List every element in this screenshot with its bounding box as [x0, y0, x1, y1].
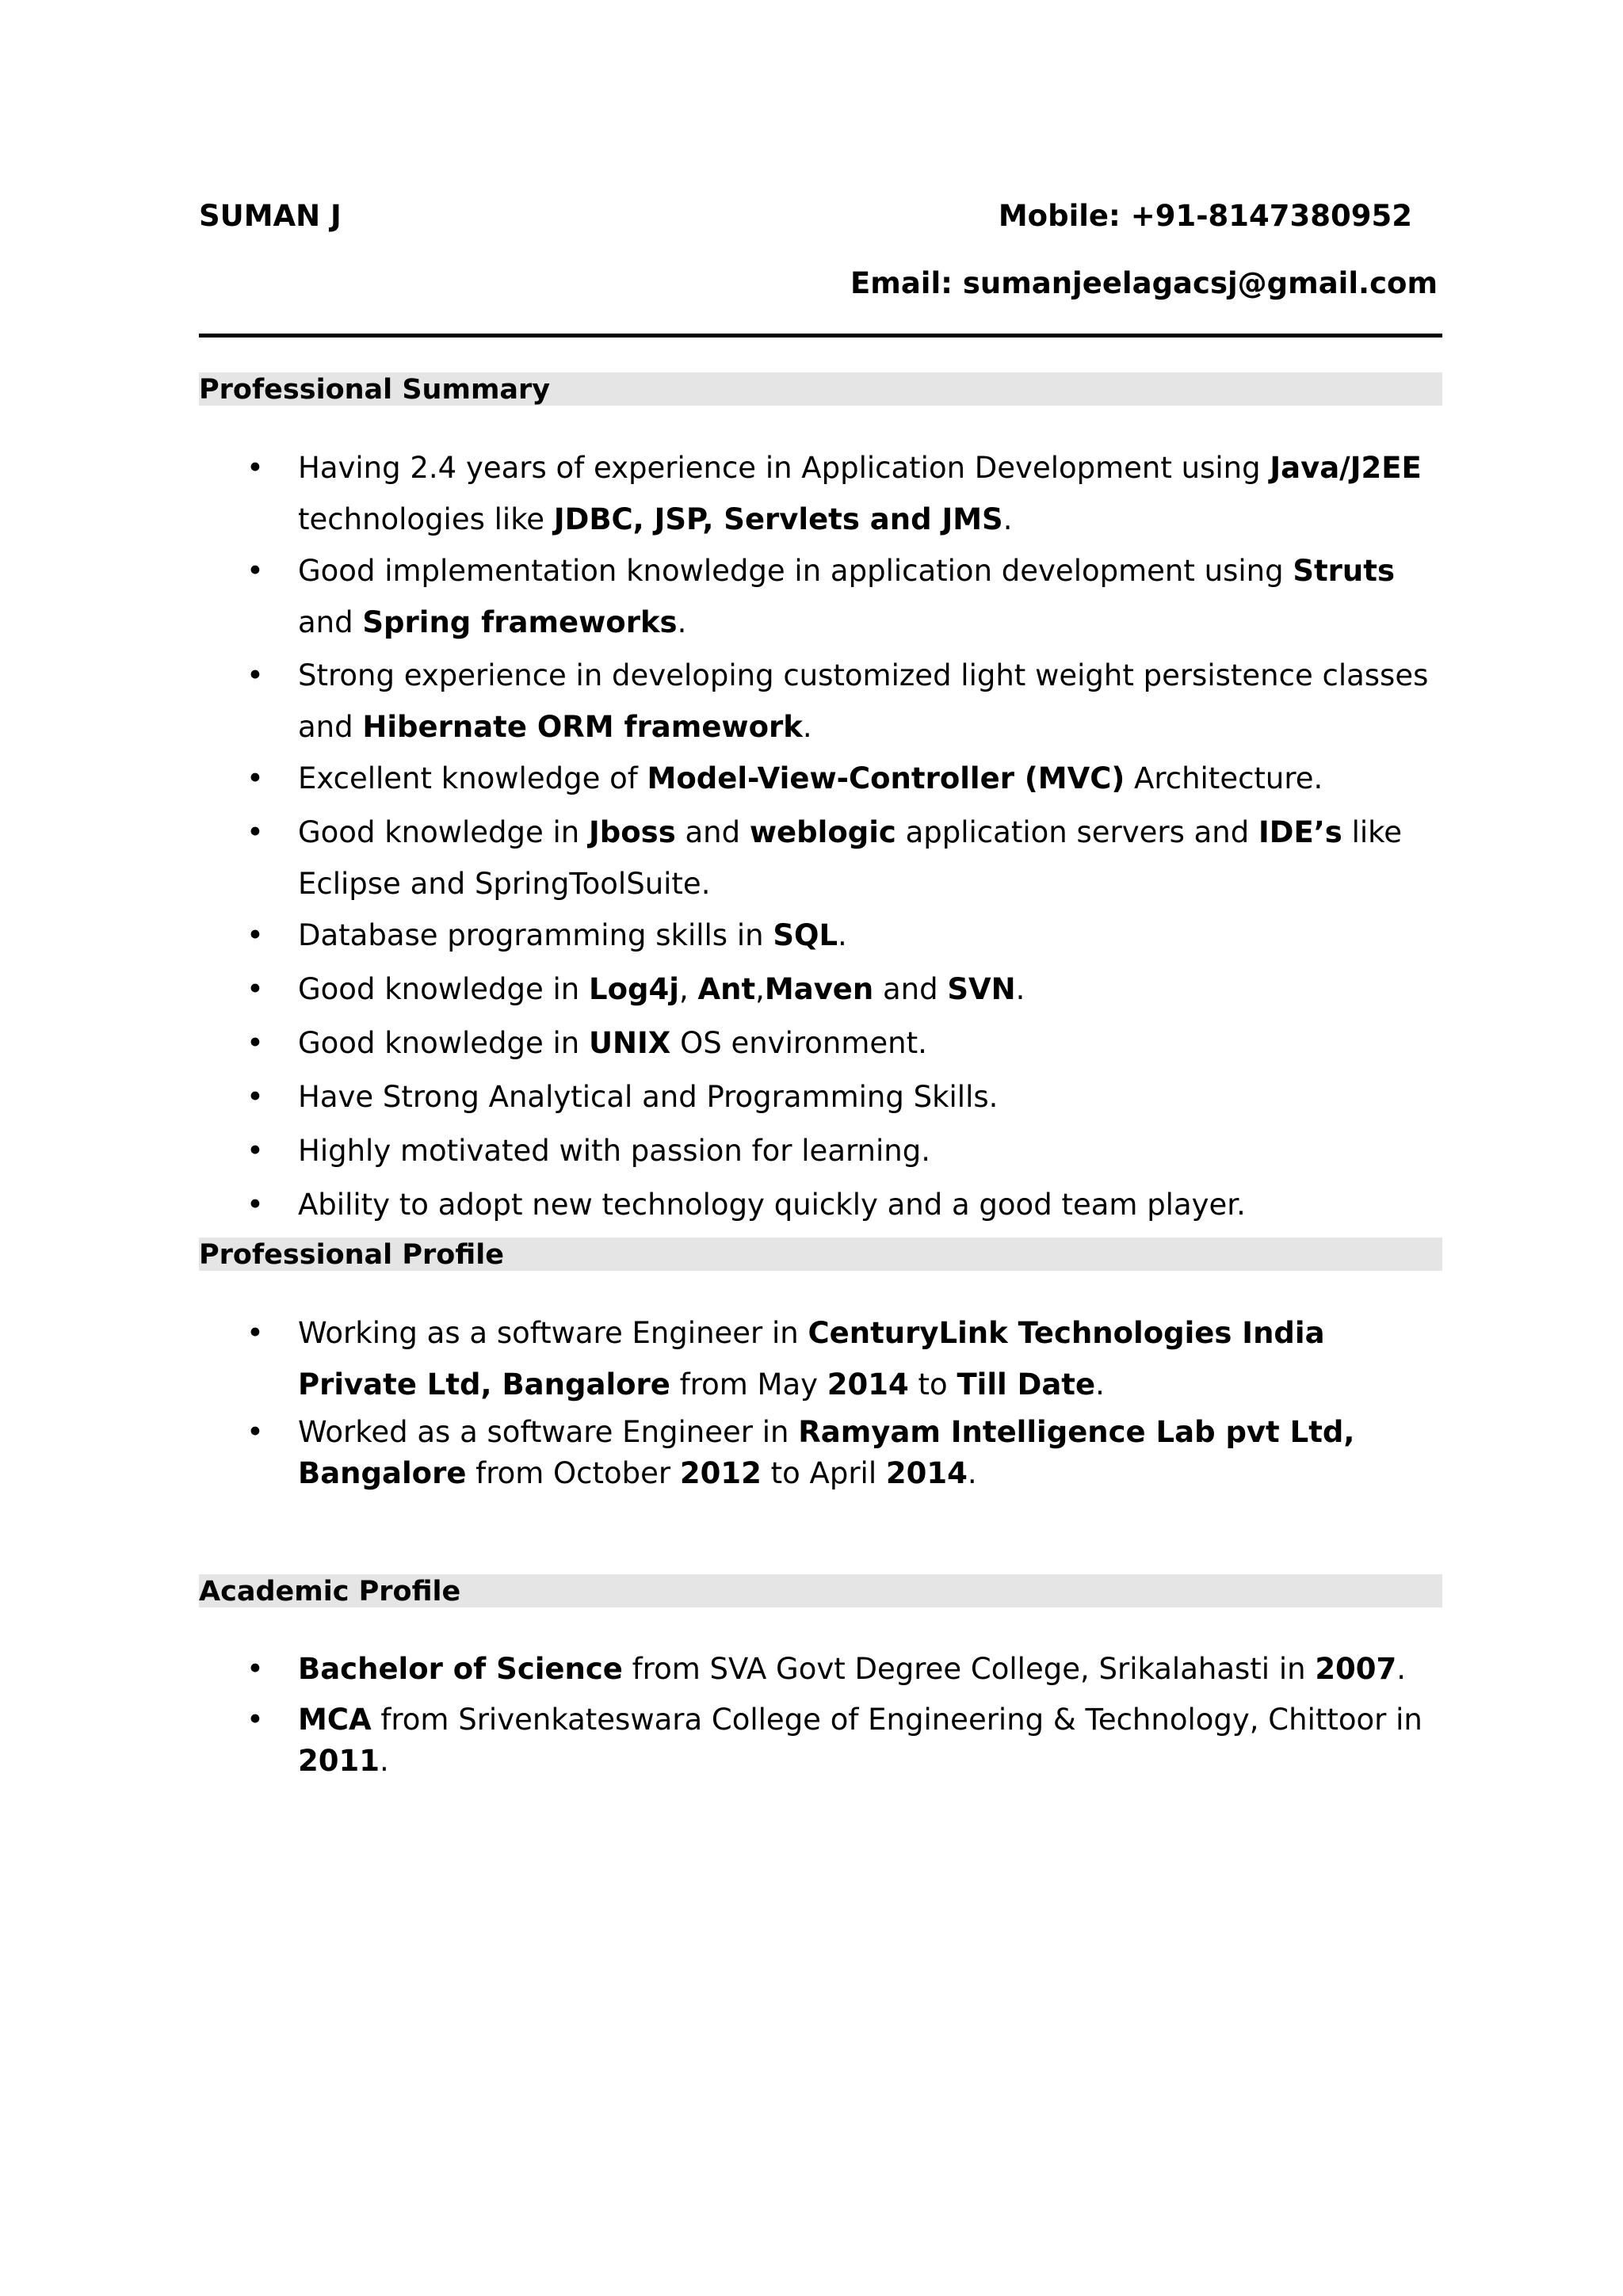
bold-text: IDE’s [1258, 815, 1342, 849]
bullet-glyph: • [246, 1415, 264, 1449]
bullet-glyph: • [246, 658, 264, 692]
text: . [1396, 1652, 1407, 1686]
list-item [199, 1125, 1442, 1177]
text: Working as a software Engineer in [298, 1316, 808, 1350]
section-title-professional-summary: Professional Summary [199, 372, 1442, 406]
text: . [1095, 1367, 1105, 1402]
text: Architecture. [1125, 761, 1323, 795]
bold-text: MCA [298, 1703, 372, 1737]
text: Excellent knowledge of [298, 761, 647, 795]
text: and [873, 972, 948, 1006]
header-divider [199, 334, 1442, 338]
bullet-glyph: • [246, 1080, 264, 1114]
text: to [908, 1367, 957, 1402]
bullet-glyph: • [246, 761, 264, 795]
text: . [677, 605, 687, 639]
bold-text: Ramyam Intelligence Lab pvt Ltd, Bangalore [298, 1415, 1355, 1490]
text: . [967, 1456, 977, 1490]
bold-text: 2011 [298, 1744, 380, 1778]
bullet-glyph: • [246, 554, 264, 588]
bold-text: Bachelor of Science [298, 1652, 623, 1686]
list-item [199, 910, 1442, 961]
text: OS environment. [670, 1026, 927, 1060]
list-item [199, 650, 1442, 753]
bullet-glyph: • [246, 1316, 264, 1350]
bold-text: SQL [773, 918, 838, 952]
text: . [802, 710, 812, 744]
text: from October [466, 1456, 680, 1490]
text: to April [761, 1456, 886, 1490]
bold-text: Hibernate ORM framework [362, 710, 803, 744]
text: , [678, 972, 698, 1006]
text: . [838, 918, 847, 952]
section-title-academic-profile: Academic Profile [199, 1574, 1442, 1608]
bold-text: Maven [764, 972, 874, 1006]
bold-text: 2012 [679, 1456, 762, 1490]
text: . [1002, 502, 1013, 536]
candidate-name: SUMAN J [199, 199, 342, 233]
bold-text: Jboss [589, 815, 676, 849]
professional-summary-list [199, 442, 1442, 1230]
bullet-glyph: • [246, 451, 264, 485]
list-item [199, 1017, 1442, 1069]
bold-text: JDBC, JSP, Servlets and JMS [553, 502, 1003, 536]
text: from SVA Govt Degree College, Srikalahasti in [622, 1652, 1316, 1686]
text: . [379, 1744, 389, 1778]
list-item [199, 442, 1442, 545]
list-item [199, 1307, 1442, 1410]
bold-text: 2007 [1315, 1652, 1397, 1686]
text: Ability to adopt new technology quickly and a good team player. [298, 1188, 1246, 1222]
list-item [199, 1179, 1442, 1230]
section-title-professional-profile: Professional Profile [199, 1238, 1442, 1271]
list-item [199, 545, 1442, 648]
text: . [1015, 972, 1025, 1006]
bullet-glyph: • [246, 1703, 264, 1737]
text: Good knowledge in [298, 1026, 590, 1060]
list-item [199, 753, 1442, 804]
bold-text: Spring frameworks [362, 605, 678, 639]
text: Good knowledge in [298, 815, 590, 849]
academic-profile-list [199, 1643, 1442, 1782]
text: Good knowledge in [298, 972, 590, 1006]
text: application servers and [896, 815, 1258, 849]
text: and [298, 605, 363, 639]
text: Have Strong Analytical and Programming Skills. [298, 1080, 999, 1114]
bold-text: Ant [697, 972, 756, 1006]
list-item [199, 1643, 1442, 1695]
bullet-glyph: • [246, 815, 264, 849]
list-item [199, 1412, 1442, 1494]
text: Strong experience in developing customized light weight persistence classes and [298, 658, 1429, 744]
bold-text: SVN [947, 972, 1016, 1006]
text: from Srivenkateswara College of Engineering & Technology, Chittoor in [371, 1703, 1423, 1737]
text: Having 2.4 years of experience in Application Development using [298, 451, 1270, 485]
list-item [199, 963, 1442, 1015]
bold-text: Java/J2EE [1270, 451, 1422, 485]
bullet-glyph: • [246, 918, 264, 952]
bold-text: Model-View-Controller (MVC) [647, 761, 1125, 795]
text: like Eclipse and SpringToolSuite. [298, 815, 1403, 901]
list-item [199, 1071, 1442, 1123]
bold-text: weblogic [749, 815, 896, 849]
mobile-number: Mobile: +91-8147380952 [998, 199, 1412, 233]
bold-text: 2014 [885, 1456, 968, 1490]
text: technologies like [298, 502, 554, 536]
bullet-glyph: • [246, 1134, 264, 1168]
list-item [199, 807, 1442, 910]
text: Worked as a software Engineer in [298, 1415, 799, 1449]
bold-text: Till Date [957, 1367, 1096, 1402]
bullet-glyph: • [246, 1188, 264, 1222]
bold-text: 2014 [827, 1367, 909, 1402]
bullet-glyph: • [246, 1026, 264, 1060]
professional-profile-list [199, 1307, 1442, 1494]
text: Highly motivated with passion for learning. [298, 1134, 930, 1168]
bold-text: Struts [1293, 554, 1395, 588]
text: and [675, 815, 750, 849]
bold-text: Log4j [589, 972, 679, 1006]
text: , [755, 972, 765, 1006]
bullet-glyph: • [246, 972, 264, 1006]
bold-text: UNIX [589, 1026, 671, 1060]
bold-text: CenturyLink Technologies India Private Ltd, Bangalore [298, 1316, 1325, 1402]
text: Good implementation knowledge in application development using [298, 554, 1293, 588]
text: from May [670, 1367, 827, 1402]
text: Database programming skills in [298, 918, 773, 952]
list-item [199, 1699, 1442, 1782]
email-address: Email: sumanjeelagacsj@gmail.com [850, 266, 1438, 300]
bullet-glyph: • [246, 1652, 264, 1686]
